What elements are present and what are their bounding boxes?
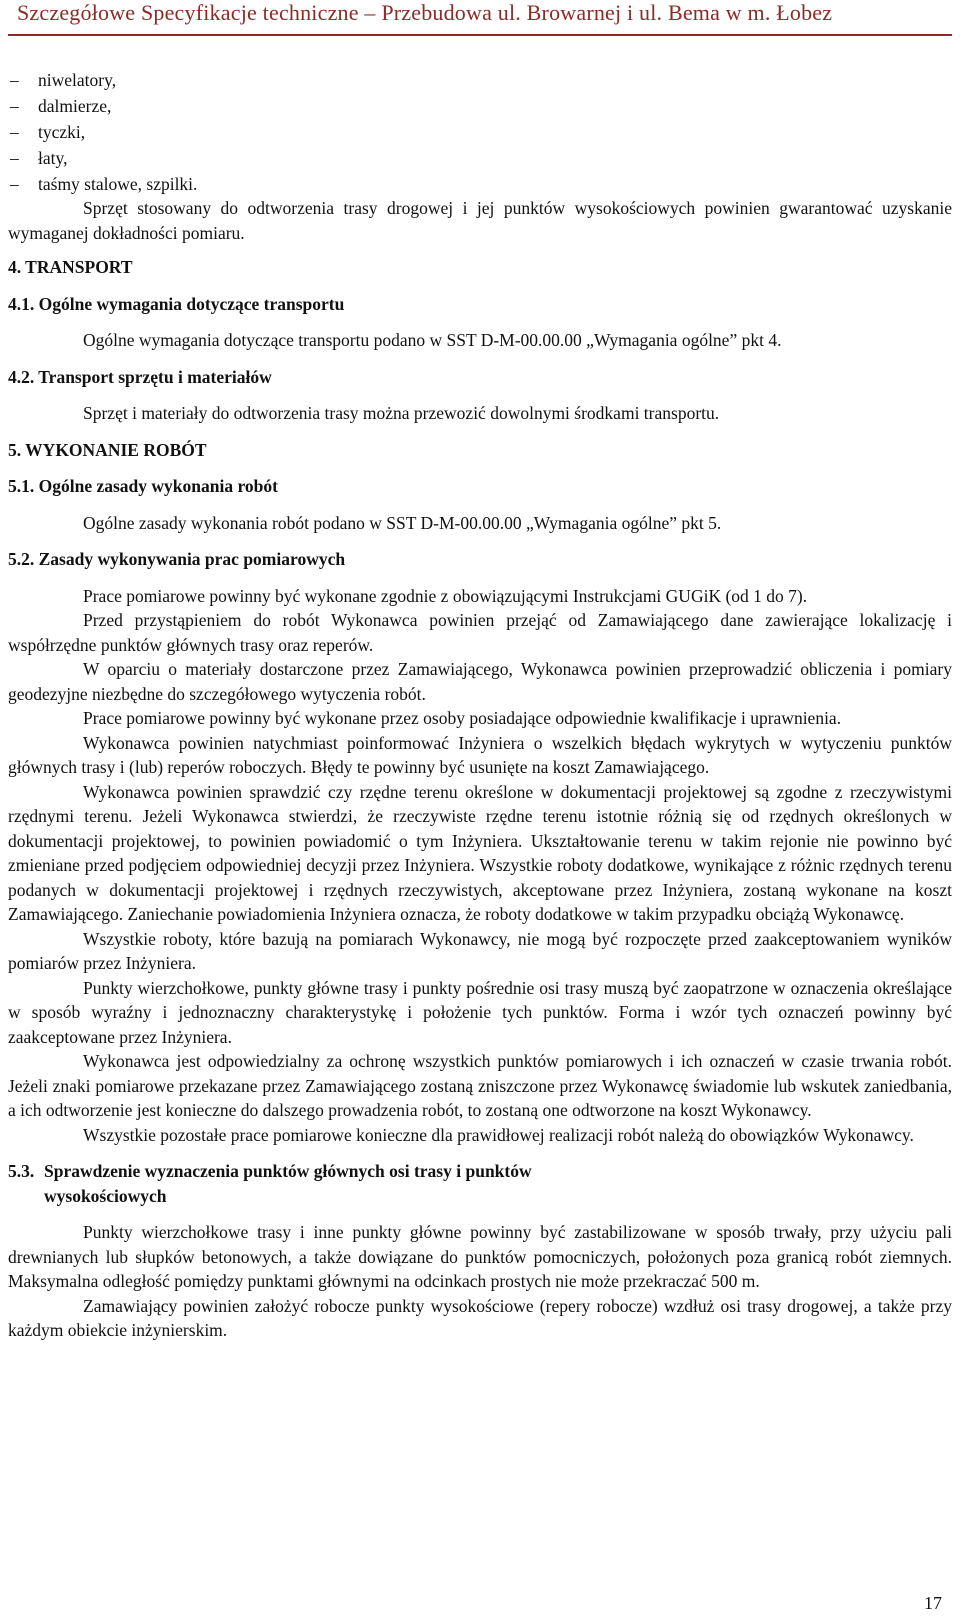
page-number: 17 [924,1593,942,1613]
paragraph: Wykonawca jest odpowiedzialny za ochronę wszystkich punktów pomiarowych i ich oznaczeń w czasie trwania robót. Jeżeli znaki pomiarowe przekazane przez Zamawiającego zostaną zniszczone przez Wykonawcę świadomie lub wskutek zaniedbania, a ich odtworzenie jest konieczne do dalszego prowadzenia robót, to zostaną one odtworzone na koszt Wykonawcy. [8,1051,952,1120]
dash-bullet: – [10,148,19,168]
list-item [8,68,952,94]
paragraph: Wykonawca powinien sprawdzić czy rzędne terenu określone w dokumentacji projektowej są zgodne z rzeczywistymi rzędnymi terenu. Jeżeli Wykonawca stwierdzi, że rzeczywiste rzędne terenu istotnie różnią się od rzędnych określonych w dokumentacji projektowej, to powinien powiadomić o tym Inżyniera. Ukształtowanie terenu w takim rejonie nie powinno być zmieniane przed podjęciem odpowiedniej decyzji przez Inżyniera. Wszystkie roboty dodatkowe, wynikające z różnic rzędnych terenu podanych w dokumentacji projektowej i rzędnych rzeczywistych, akceptowane przez Inżyniera, zostaną wykonane na koszt Zamawiającego. Zaniechanie powiadomienia Inżyniera oznacza, że roboty dodatkowe w takim przypadku obciążą Wykonawcę. [8,781,952,924]
section-4-heading: 4. TRANSPORT [8,257,133,277]
paragraph: Prace pomiarowe powinny być wykonane przez osoby posiadające odpowiednie kwalifikacje i uprawnienia. [83,708,842,728]
list-item-text: łaty, [38,148,68,168]
section-5-3-number: 5.3. [8,1161,35,1181]
section-4-1-text: Ogólne wymagania dotyczące transportu podano w SST D-M-00.00.00 „Wymagania ogólne” pkt 4. [83,330,782,350]
dash-bullet: – [10,122,19,142]
document-body [8,68,952,1343]
dash-bullet: – [10,70,19,90]
section-5-1-heading: 5.1. Ogólne zasady wykonania robót [8,476,278,496]
list-item [8,94,952,120]
list-item [8,172,952,196]
list-item-text: tyczki, [38,122,86,142]
section-5-1-text: Ogólne zasady wykonania robót podano w SST D-M-00.00.00 „Wymagania ogólne” pkt 5. [83,512,722,533]
section-5-3-title-line1: Sprawdzenie wyznaczenia punktów głównych osi trasy i punktów [44,1161,532,1181]
paragraph: Przed przystąpieniem do robót Wykonawca powinien przejąć od Zamawiającego dane zawierające lokalizację i współrzędne punktów głównych trasy oraz reperów. [8,610,952,655]
section-4-2-text: Sprzęt i materiały do odtworzenia trasy można przewozić dowolnymi środkami transportu. [83,403,720,423]
section-5-3-heading [8,1159,952,1208]
paragraph: Wszystkie roboty, które bazują na pomiarach Wykonawcy, nie mogą być rozpoczęte przed zaakceptowaniem wyników pomiarów przez Inżyniera. [8,928,952,973]
header-title: Szczegółowe Specyfikacje techniczne – Przebudowa ul. Browarnej i ul. Bema w m. Łobez [17,0,833,25]
dash-bullet: – [10,96,19,116]
list-item-text: dalmierze, [38,96,112,116]
equipment-paragraph: Sprzęt stosowany do odtworzenia trasy drogowej i jej punktów wysokościowych powinien gwarantować uzyskanie wymaganej dokładności pomiaru. [8,198,952,243]
paragraph: Punkty wierzchołkowe trasy i inne punkty główne powinny być zastabilizowane w sposób trwały, przy użyciu pali drewnianych lub słupków betonowych, a także dowiązane do punktów pomocniczych, położonych poza granicą robót ziemnych. Maksymalna odległość pomiędzy punktami głównymi na odcinkach prostych nie może przekraczać 500 m. [8,1222,952,1291]
list-item [8,120,952,146]
equipment-list [8,68,952,196]
paragraph: Wykonawca powinien natychmiast poinformować Inżyniera o wszelkich błędach wykrytych w wytyczeniu punktów głównych trasy i (lub) reperów roboczych. Błędy te powinny być usunięte na koszt Zamawiającego. [8,732,952,777]
page-header [0,0,952,40]
section-5-2-heading: 5.2. Zasady wykonywania prac pomiarowych [8,549,346,569]
section-4-1-heading: 4.1. Ogólne wymagania dotyczące transportu [8,293,345,314]
header-divider [8,34,952,36]
section-5-heading: 5. WYKONANIE ROBÓT [8,439,207,460]
list-item [8,146,952,172]
list-item-text: niwelatory, [38,70,117,90]
paragraph: Wszystkie pozostałe prace pomiarowe konieczne dla prawidłowej realizacji robót należą do obowiązków Wykonawcy. [83,1124,914,1145]
list-item-text: taśmy stalowe, szpilki. [38,174,198,194]
paragraph: W oparciu o materiały dostarczone przez Zamawiającego, Wykonawca powinien przeprowadzić obliczenia i pomiary geodezyjne niezbędne do szczegółowego wytyczenia robót. [8,659,952,704]
paragraph: Punkty wierzchołkowe, punkty główne trasy i punkty pośrednie osi trasy muszą być zaopatrzone w oznaczenia określające w sposób wyraźny i jednoznaczny charakterystykę i położenie tych punktów. Forma i wzór tych oznaczeń powinny być zaakceptowane przez Inżyniera. [8,977,952,1047]
dash-bullet: – [10,174,19,194]
paragraph: Prace pomiarowe powinny być wykonane zgodnie z obowiązującymi Instrukcjami GUGiK (od 1 do 7). [83,585,808,606]
paragraph: Zamawiający powinien założyć robocze punkty wysokościowe (repery robocze) wzdłuż osi trasy drogowej, a także przy każdym obiekcie inżynierskim. [8,1295,952,1340]
section-4-2-heading: 4.2. Transport sprzętu i materiałów [8,366,272,387]
section-5-3-title-line2: wysokościowych [44,1185,167,1206]
